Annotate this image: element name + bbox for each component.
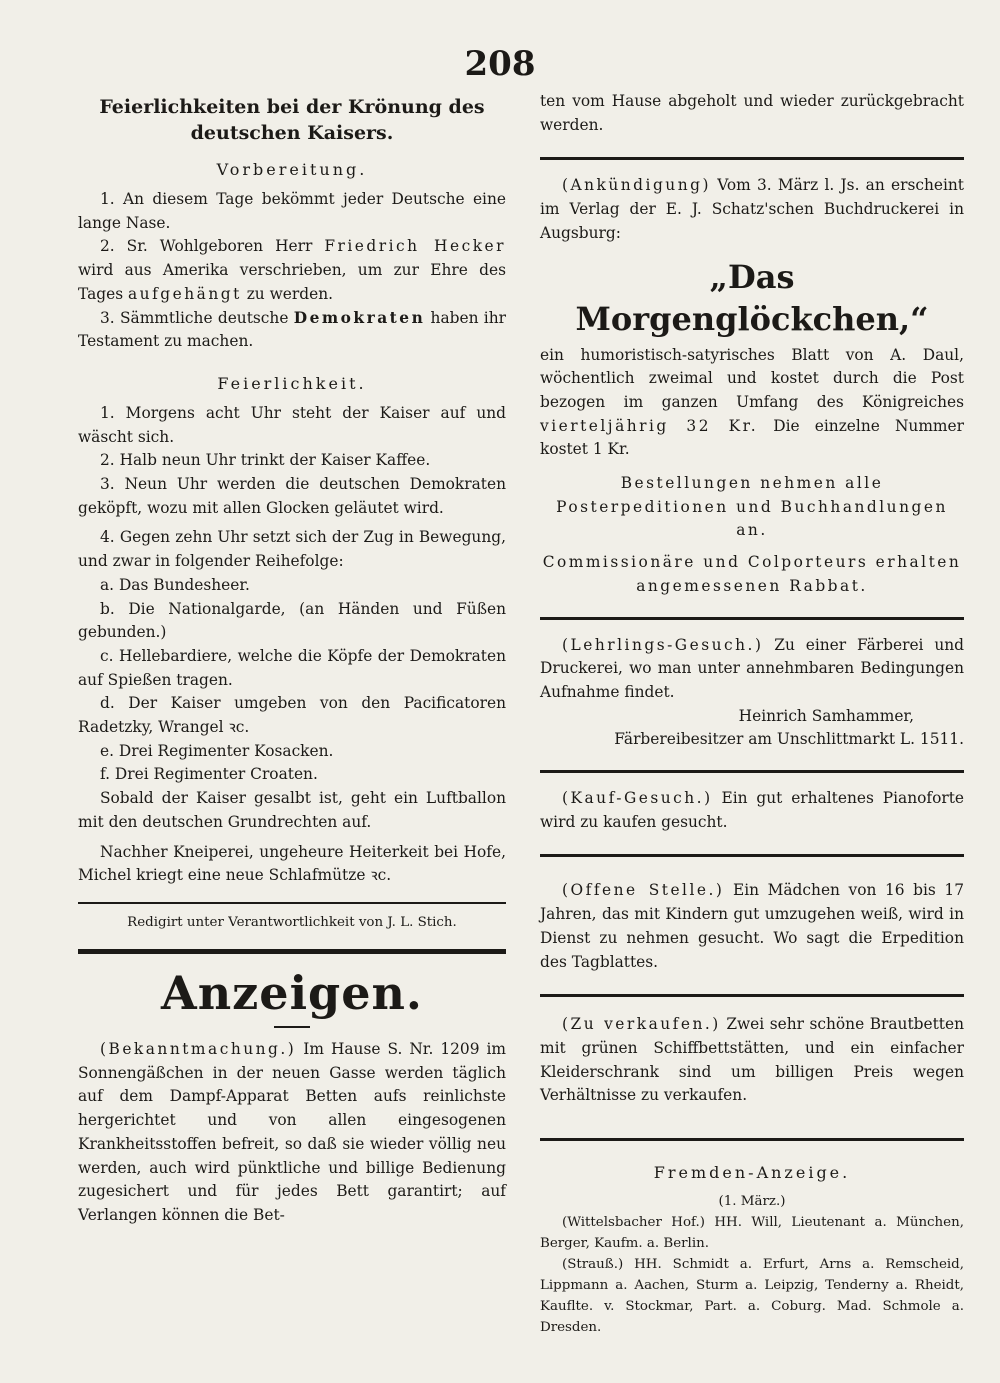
- item-v2-post: zu werden.: [241, 284, 334, 303]
- left-column: [78, 90, 506, 1228]
- ad-lehrlings-name: Heinrich Samhammer,: [738, 706, 914, 725]
- ad-ankuendigung-head: (Ankündigung): [562, 176, 711, 195]
- item-v2: [78, 235, 506, 306]
- ad-verkaufen: [540, 1013, 964, 1108]
- divider: [540, 770, 964, 773]
- item-f4: 4. Gegen zehn Uhr setzt sich der Zug in Bewegung, und zwar in folgender Reihefolge:: [78, 528, 506, 571]
- editor-line: Redigirt unter Verantwortlichkeit von J. L. Stich.: [127, 914, 457, 930]
- ad-desc-part1: ein humoristisch-satyrisches Blatt von A. Daul, wöchentlich zweimal und kostet durch die Post bezogen im ganzen Umfang des Königreiches: [540, 345, 964, 411]
- ad-ankuendigung-text: Vom 3. März l. Js. an erscheint im Verlag der E. J. Schatz'schen Buchdruckerei in Augsburg:: [540, 176, 964, 242]
- ad-lehrlings-head: (Lehrlings-Gesuch.): [562, 635, 764, 654]
- divider: [540, 854, 964, 857]
- ad-ankuendigung: [540, 174, 964, 245]
- divider-heavy: [78, 949, 506, 954]
- ad-commissionaere: Commissionäre und Colporteurs erhalten angemessenen Rabbat.: [542, 553, 962, 595]
- item-v3-spaced: Demokraten: [293, 308, 426, 327]
- section-heading-fremden: Fremden-Anzeige.: [653, 1163, 851, 1183]
- item-v2-name: Friedrich Hecker: [324, 237, 506, 256]
- ad-offene-stelle-head: (Offene Stelle.): [562, 881, 725, 900]
- item-v3: [78, 307, 506, 354]
- article-title: Feierlichkeiten bei der Krönung des deutschen Kaisers.: [99, 96, 485, 144]
- ad-kauf: [540, 787, 964, 834]
- item-f1: 1. Morgens acht Uhr steht der Kaiser auf und wäscht sich.: [78, 403, 506, 446]
- ad-lehrlings: [540, 634, 964, 705]
- paragraph-nachher: Nachher Kneiperei, ungeheure Heiterkeit bei Hofe, Michel kriegt eine neue Schlafmütze ꝛc.: [78, 842, 506, 885]
- item-ff: f. Drei Regimenter Croaten.: [100, 765, 318, 784]
- ad-bekanntmachung: [78, 1038, 506, 1228]
- ad-desc-price: vierteljährig 32 Kr.: [540, 416, 759, 435]
- title-dash: [274, 1026, 310, 1028]
- item-v2-pre: 2. Sr. Wohlgeboren Herr: [100, 237, 325, 256]
- divider: [540, 1138, 964, 1141]
- ad-lehrlings-address: Färbereibesitzer am Unschlittmarkt L. 1511.: [614, 730, 964, 749]
- item-fc: c. Hellebardiere, welche die Köpfe der Demokraten auf Spießen tragen.: [78, 646, 506, 689]
- ad-verkaufen-text: Zwei sehr schöne Brautbetten mit grünen Schiffbettstätten, und ein einfacher Kleiderschrank sind um billigen Preis wegen Verhältnisse zu verkaufen.: [540, 1015, 964, 1105]
- item-v2-spaced: aufgehängt: [128, 284, 242, 303]
- fremden-wittelsbacher: (Wittelsbacher Hof.) HH. Will, Lieutenant a. München, Berger, Kaufm. a. Berlin.: [540, 1215, 964, 1252]
- ad-kauf-text: Ein gut erhaltenes Pianoforte wird zu kaufen gesucht.: [540, 789, 964, 831]
- ad-bekanntmachung-head: (Bekanntmachung.): [100, 1039, 297, 1058]
- divider: [540, 617, 964, 620]
- item-v1: 1. An diesem Tage bekömmt jeder Deutsche eine lange Nase.: [78, 190, 506, 232]
- fremden-strauss: (Strauß.) HH. Schmidt a. Erfurt, Arns a. Remscheid, Lippmann a. Aachen, Sturm a. Leipzig, Tenderny a. Rheidt, Kaufltе. v. Stockmar, Part. a. Coburg. Mad. Schmole a. Dresden.: [540, 1257, 964, 1336]
- item-f3: 3. Neun Uhr werden die deutschen Demokraten geköpft, wozu mit allen Glocken geläutet wird.: [78, 475, 506, 517]
- paragraph-sobald: Sobald der Kaiser gesalbt ist, geht ein Luftballon mit den deutschen Grundrechten auf.: [78, 789, 506, 831]
- item-f2: 2. Halb neun Uhr trinkt der Kaiser Kaffee.: [100, 451, 431, 470]
- ad-ankuendigung-desc: [540, 344, 964, 463]
- item-v3-pre: 3. Sämmtliche deutsche: [100, 308, 294, 327]
- ad-offene-stelle-text: Ein Mädchen von 16 bis 17 Jahren, das mit Kindern gut umzugehen weiß, wird in Dienst zu nehmen gesucht. Wo sagt die Erpedition des Tagblattes.: [540, 881, 964, 971]
- item-fd: d. Der Kaiser umgeben von den Pacificatoren Radetzky, Wrangel ꝛc.: [78, 694, 506, 737]
- divider: [540, 157, 964, 160]
- item-v3-post: haben ihr Testament zu machen.: [78, 308, 506, 351]
- item-v2-mid: wird aus Amerika verschrieben, um zur Ehre des Tages: [78, 261, 506, 303]
- ad-verkaufen-head: (Zu verkaufen.): [562, 1015, 721, 1034]
- item-fb: b. Die Nationalgarde, (an Händen und Füßen gebunden.): [78, 599, 506, 642]
- section-title-anzeigen: Anzeigen.: [161, 965, 423, 1020]
- ad-kauf-head: (Kauf-Gesuch.): [562, 789, 713, 808]
- divider: [78, 902, 506, 904]
- divider: [540, 994, 964, 997]
- ad-continuation: ten vom Hause abgeholt und wieder zurückgebracht werden.: [540, 92, 964, 134]
- ad-desc-part2: Die einzelne Nummer kostet 1 Kr.: [540, 416, 964, 459]
- ad-ankuendigung-title: „Das Morgenglöckchen,“: [575, 257, 929, 338]
- ad-lehrlings-text: Zu einer Färberei und Druckerei, wo man unter annehmbaren Bedingungen Aufnahme findet.: [540, 635, 964, 701]
- section-heading-vorbereitung: Vorbereitung.: [216, 160, 368, 179]
- right-column: [540, 90, 964, 1338]
- fremden-date: (1. März.): [718, 1194, 786, 1210]
- item-fa: a. Das Bundesheer.: [100, 575, 250, 594]
- ad-bestellungen: Bestellungen nehmen alle Posterpeditionen und Buchhandlungen an.: [556, 474, 948, 540]
- ad-bekanntmachung-text: Im Hause S. Nr. 1209 im Sonnengäßchen in der neuen Gasse werden täglich auf dem Dampf-Apparat Betten aufs reinlichste hergerichtet und von allen eingesogenen Krankheitsstoffen befreit, so daß sie wieder völlig neu werden, auch wird pünktliche und billige Bedienung zugesichert und für jedes Bett garantirt; auf Verlangen können die Bet-: [78, 1039, 506, 1224]
- ad-offene-stelle: [540, 879, 964, 974]
- page-number: 208: [464, 44, 536, 84]
- section-heading-feierlichkeit: Feierlichkeit.: [217, 373, 367, 393]
- item-fe: e. Drei Regimenter Kosacken.: [100, 741, 334, 760]
